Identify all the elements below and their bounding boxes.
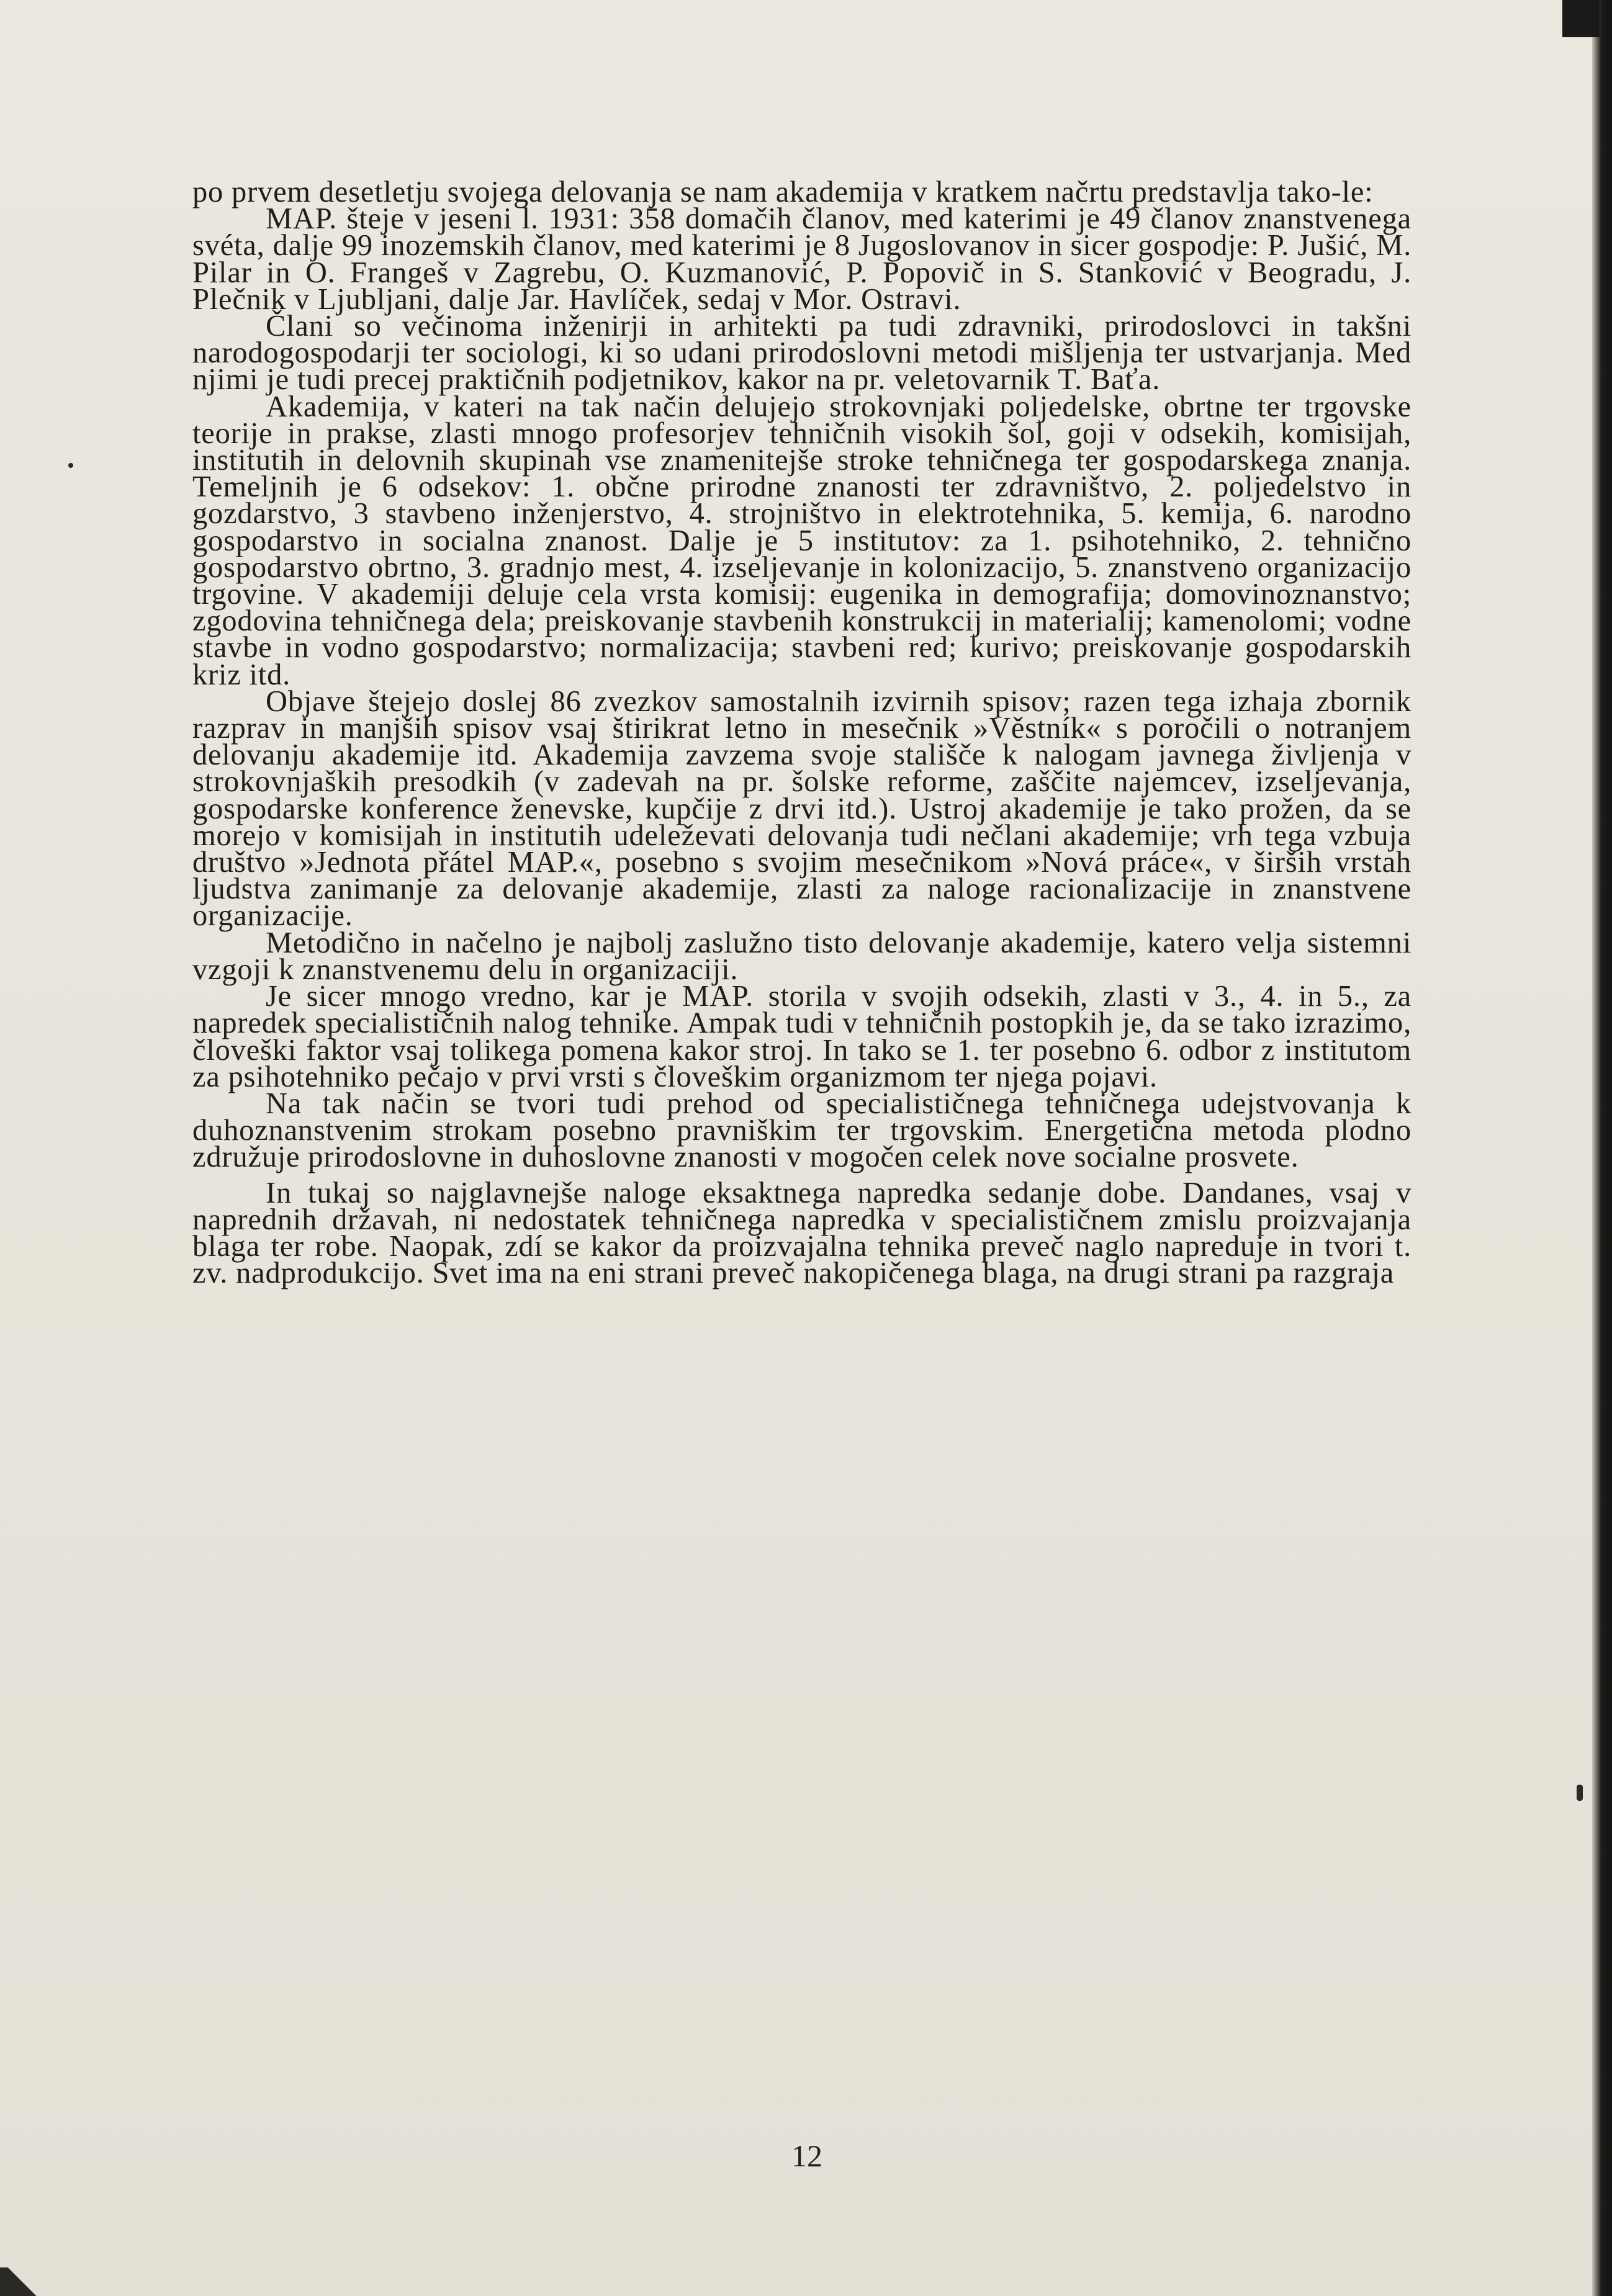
paragraph-3: Člani so večinoma inženirji in arhitekti pa tudi zdravniki, prirodoslovci in takšni narodogospodarji ter sociologi, ki so udani prirodoslovni metodi mišljenja ter ustvarjanja. Med njimi je tudi precej praktičnih podjetnikov, kakor na pr. veletovarnik T. Baťa. <box>192 310 1412 397</box>
page-corner-shadow <box>1562 0 1600 37</box>
body-text <box>192 176 1412 1290</box>
page-corner-shadow <box>0 2267 43 2296</box>
paragraph-1: po prvem desetletju svojega delovanja se nam akademija v kratkem načrtu predstavlja tako-le: <box>192 176 1374 209</box>
ink-speck <box>68 463 73 468</box>
paragraph-7: Je sicer mnogo vredno, kar je MAP. storila v svojih odsekih, zlasti v 3., 4. in 5., za napredek specialističnih nalog tehnike. Ampak tudi v tehničnih postopkih je, da se tako izrazimo, človeški faktor vsaj tolikega pomena kakor stroj. In tako se 1. ter posebno 6. odbor z institutom za psihotehniko pečajo v prvi vrsti s človeškim organizmom ter njega pojavi. <box>192 980 1412 1093</box>
paragraph-8: Na tak način se tvori tudi prehod od specialističnega tehničnega udejstvovanja k duhoznanstvenim strokam posebno pravniškim ter trgovskim. Energetična metoda plodno združuje prirodoslovne in duhoslovne znanosti v mogočen celek nove socialne prosvete. <box>192 1087 1412 1174</box>
page-number: 12 <box>791 2138 822 2173</box>
paragraph-9: In tukaj so najglavnejše naloge eksaktnega napredka sedanje dobe. Dandanes, vsaj v naprednih državah, ni nedostatek tehničnega napredka v specialističnem zmislu proizvajanja blaga ter robe. Naopak, zdí se kakor da proizvajalna tehnika preveč naglo napreduje in tvori t. zv. nadprodukcijo. Svet ima na eni strani preveč nakopičenega blaga, na drugi strani pa razgraja <box>192 1176 1412 1290</box>
paragraph-2: MAP. šteje v jeseni l. 1931: 358 domačih članov, med katerimi je 49 članov znanstvenega svéta, dalje 99 inozemskih članov, med katerimi je 8 Jugoslovanov in sicer gospodje: P. Jušić, M. Pilar in O. Frangeš v Zagrebu, O. Kuzmanović, P. Popovič in S. Stanković v Beogradu, J. Plečnik v Ljubljani, dalje Jar. Havlíček, sedaj v Mor. Ostravi. <box>192 202 1412 316</box>
paragraph-5: Objave štejejo doslej 86 zvezkov samostalnih izvirnih spisov; razen tega izhaja zbornik razprav in manjših spisov vsaj štirikrat letno in mesečnik »Věstník« s poročili o notranjem delovanju akademije itd. Akademija zavzema svoje stališče k nalogam javnega življenja v strokovnjaških presodkih (v zadevah na pr. šolske reforme, zaščite najemcev, izseljevanja, gospodarske konference ženevske, kupčije z drvi itd.). Ustroj akademije je tako prožen, da se morejo v komisijah in institutih udeleževati delovanja tudi nečlani akademije; vrh tega vzbuja društvo »Jednota přátel MAP.«, posebno s svojim mesečnikom »Nová práce«, v širših vrstah ljudstva zanimanje za delovanje akademije, zlasti za naloge racionalizacije in znanstvene organizacije. <box>192 684 1412 933</box>
page-edge-shadow <box>1592 0 1612 2296</box>
paragraph-6: Metodično in načelno je najbolj zaslužno tisto delovanje akademije, katero velja sistemni vzgoji k znanstvenemu delu in organizaciji. <box>192 926 1412 986</box>
paragraph-4: Akademija, v kateri na tak način delujejo strokovnjaki poljedelske, obrtne ter trgovske teorije in prakse, zlasti mnogo profesorjev tehničnih visokih šol, goji v odsekih, komisijah, institutih in delovnih skupinah vse znamenitejše stroke tehničnega ter gospodarskega znanja. Temeljnih je 6 odsekov: 1. občne prirodne znanosti ter zdravništvo, 2. poljedelstvo in gozdarstvo, 3 stavbeno inženjerstvo, 4. strojništvo in elektrotehnika, 5. kemija, 6. narodno gospodarstvo in socialna znanost. Dalje je 5 institutov: za 1. psihotehniko, 2. tehnično gospodarstvo obrtno, 3. gradnjo mest, 4. izseljevanje in kolonizacijo, 5. znanstveno organizacijo trgovine. V akademiji deluje cela vrsta komisij: eugenika in demografija; domovinoznanstvo; zgodovina tehničnega dela; preiskovanje stavbenih konstrukcij in materialij; kamenolomi; vodne stavbe in vodno gospodarstvo; normalizacija; stavbeni red; kurivo; preiskovanje gospodarskih kriz itd. <box>192 390 1412 691</box>
ink-speck <box>1577 1785 1583 1801</box>
